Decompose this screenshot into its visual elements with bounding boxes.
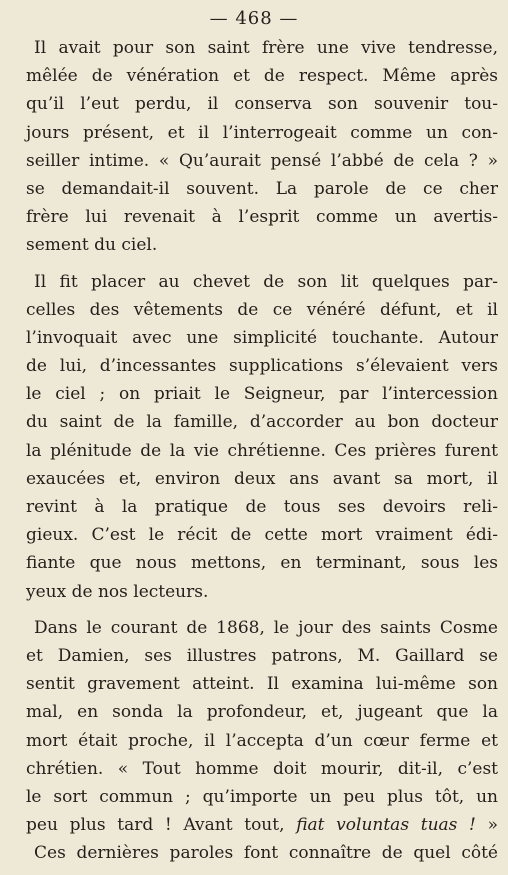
text-line: mort était proche, il l’accepta d’un cœur ferme et: [26, 730, 498, 751]
text-line: yeux de nos lecteurs.: [26, 581, 209, 602]
text-line: Il fit placer au chevet de son lit quelques par-: [34, 271, 498, 292]
text-line: revint à la pratique de tous ses devoirs reli-: [26, 497, 498, 517]
text-line: le ciel ; on priait le Seigneur, par l’intercession: [26, 384, 498, 405]
text-line: de lui, d’incessantes supplications s’élevaient vers: [26, 356, 498, 377]
text-line: celles des vêtements de ce vénéré défunt, et il: [26, 299, 498, 320]
text-line: jours présent, et il l’interrogeait comme un con-: [26, 122, 498, 143]
paragraph-3: [26, 614, 498, 868]
text-line: sentit gravement atteint. Il examina lui-même son: [26, 674, 498, 695]
text-line: l’invoquait avec une simplicité touchante. Autour: [26, 327, 498, 348]
text-line: fiante que nous mettons, en terminant, sous les: [26, 553, 498, 574]
text-line: seiller intime. « Qu’aurait pensé l’abbé de cela ? »: [26, 150, 498, 171]
text-line: du saint de la famille, d’accorder au bon docteur: [26, 412, 498, 433]
text-line: exaucées et, environ deux ans avant sa mort, il: [26, 468, 498, 489]
paragraph-2: [26, 268, 498, 606]
text-line: sement du ciel.: [26, 235, 158, 256]
closing-quote: »: [475, 815, 498, 836]
text-line: se demandait-il souvent. La parole de ce cher: [26, 178, 498, 199]
text-line: et Damien, ses illustres patrons, M. Gaillard se: [26, 645, 498, 666]
text-line: le sort commun ; qu’importe un peu plus tôt, un: [26, 786, 498, 807]
text-line: la plénitude de la vie chrétienne. Ces prières furent: [26, 440, 498, 461]
paragraph-1: [26, 34, 498, 260]
text-line: qu’il l’eut perdu, il conserva son souvenir tou-: [26, 94, 498, 115]
text-line: Ces dernières paroles font connaître de quel côté: [34, 843, 498, 864]
text-line: mal, en sonda la profondeur, et, jugeant que la: [26, 702, 498, 723]
italic-latin-phrase: fiat voluntas tuas !: [296, 815, 476, 836]
text-line: frère lui revenait à l’esprit comme un avertis-: [26, 207, 498, 228]
text-segment: peu plus tard ! Avant tout,: [26, 815, 297, 836]
text-line: mêlée de vénération et de respect. Même après: [26, 66, 498, 87]
text-line: chrétien. « Tout homme doit mourir, dit-il, c’est: [26, 758, 498, 779]
body-text: [26, 34, 498, 875]
text-line: gieux. C’est le récit de cette mort vraiment édi-: [26, 525, 498, 546]
text-line: Il avait pour son saint frère une vive tendresse,: [34, 38, 498, 58]
page-number: — 468 —: [209, 8, 299, 29]
text-line: Dans le courant de 1868, le jour des saints Cosme: [34, 617, 498, 638]
text-line-mixed: [26, 811, 498, 839]
